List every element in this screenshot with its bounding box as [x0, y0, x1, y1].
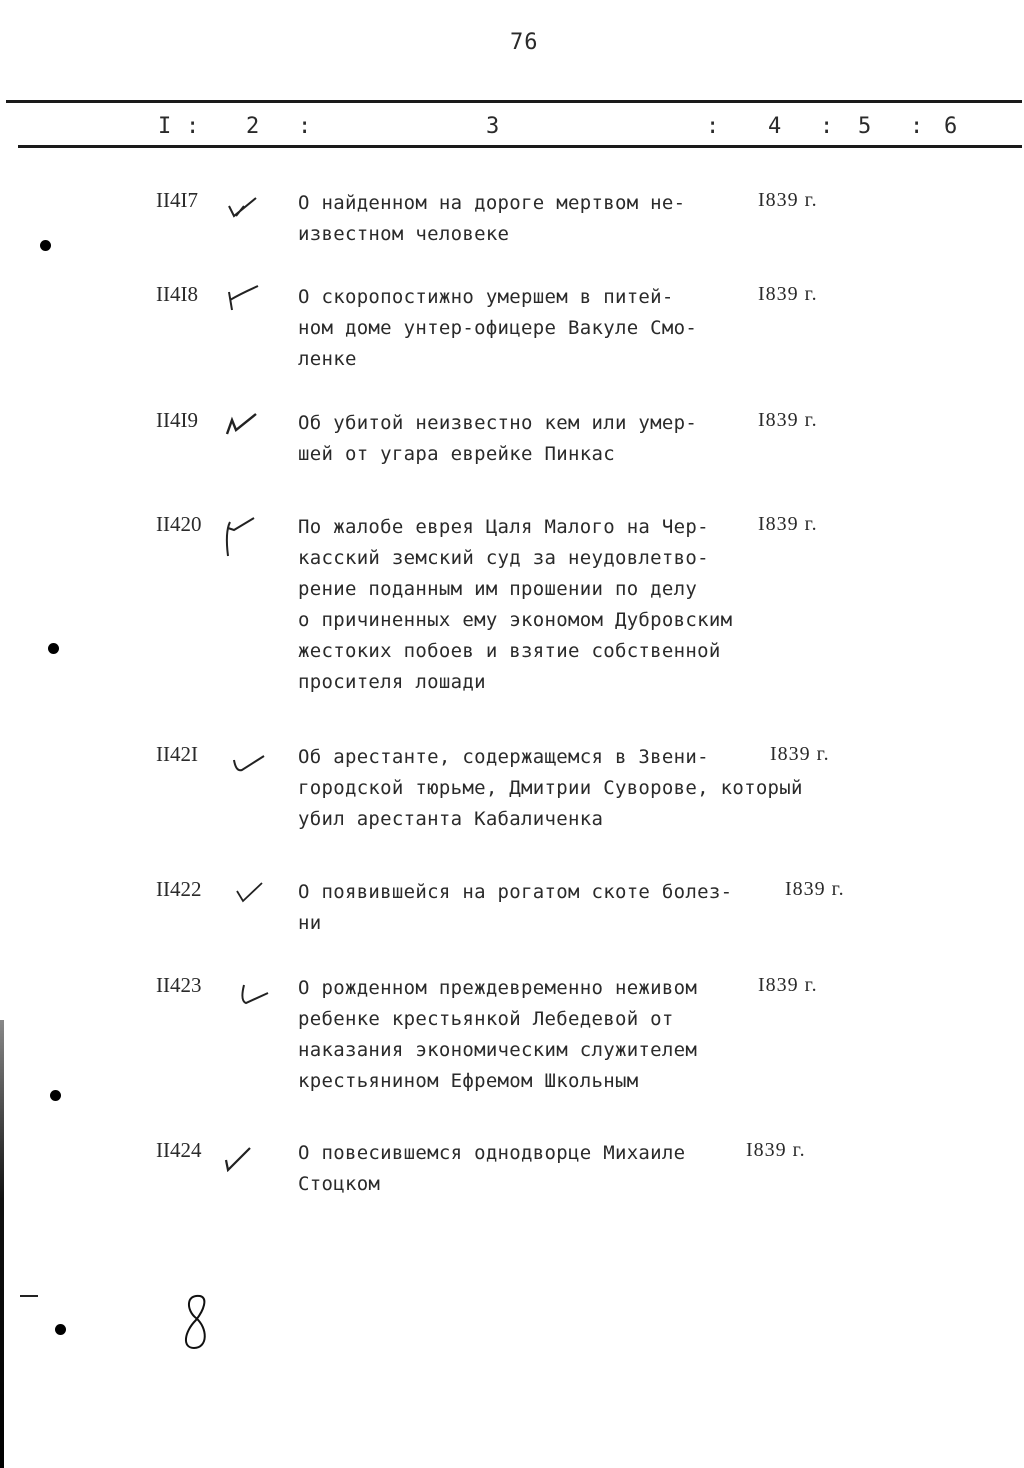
entry-year: I839 г. [758, 513, 818, 535]
checkmark-icon [232, 748, 266, 776]
handwritten-sheet-number [178, 1292, 218, 1354]
entry-description: О рожденном преждевременно неживом ребенке крестьянкой Лебедевой от наказания экономическим служителем крестьянином Ефремом Школьным [298, 977, 698, 1092]
column-separator: : [910, 114, 924, 139]
entry-number: II4I9 [156, 408, 198, 432]
entry-description: По жалобе еврея Цаля Малого на Чер- касский земский суд за неудовлетво- рение поданным им прошении по делу о причиненных ему экономом Дубровским жестоких побоев и взятие собственной просителя лошади [298, 516, 733, 693]
entry-number: II424 [156, 1138, 202, 1162]
binder-hole-mark [55, 1324, 66, 1335]
entry-year: I839 г. [770, 743, 830, 765]
entry-year: I839 г. [785, 878, 845, 900]
binder-hole-mark [40, 240, 51, 251]
checkmark-icon [238, 981, 272, 1009]
column-separator: : [706, 114, 720, 139]
column-separator: : [298, 114, 312, 139]
column-3-label: 3 [486, 114, 500, 139]
entry-year: I839 г. [758, 283, 818, 305]
margin-dash [20, 1295, 38, 1297]
entry-year: I839 г. [758, 189, 818, 211]
header-rule-bottom [18, 145, 1022, 148]
scan-border [0, 1020, 4, 1468]
entry-description: О найденном на дороге мертвом не- известном человеке [298, 192, 686, 245]
entry-description: Об арестанте, содержащемся в Звени- городской тюрьме, Дмитрии Суворове, который убил арестанта Кабаличенка [298, 746, 803, 830]
entry-number: II420 [156, 512, 202, 536]
entry-number: II4I8 [156, 282, 198, 306]
entry-number: II42I [156, 742, 198, 766]
header-rule-top [6, 100, 1022, 103]
column-6-label: 6 [944, 114, 958, 139]
column-separator: : [820, 114, 834, 139]
entry-description: О появившейся на рогатом скоте болез- ни [298, 881, 733, 934]
column-5-label: 5 [858, 114, 872, 139]
binder-hole-mark [50, 1090, 61, 1101]
entry-number: II4I7 [156, 188, 198, 212]
entry-number: II422 [156, 877, 202, 901]
column-header-row [0, 114, 1024, 144]
entry-description: О повесившемся однодворце Михаиле Стоцком [298, 1142, 686, 1195]
checkmark-icon [226, 284, 260, 312]
entry-description: О скоропостижно умершем в питей- ном доме унтер-офицере Вакуле Смо- ленке [298, 286, 698, 370]
checkmark-icon [234, 879, 268, 907]
binder-hole-mark [48, 643, 59, 654]
column-4-label: 4 [768, 114, 782, 139]
column-separator: : [186, 114, 200, 139]
checkmark-icon [222, 1144, 256, 1172]
checkmark-icon [226, 194, 260, 222]
entry-year: I839 г. [758, 974, 818, 996]
column-1-label: I [158, 114, 172, 139]
checkmark-icon [224, 412, 258, 440]
svg-text:8: 8 [178, 1292, 179, 1293]
entry-description: Об убитой неизвестно кем или умер- шей от угара еврейке Пинкас [298, 412, 698, 465]
entry-year: I839 г. [746, 1139, 806, 1161]
column-2-label: 2 [246, 114, 260, 139]
entry-year: I839 г. [758, 409, 818, 431]
checkmark-icon [222, 514, 256, 560]
page-number: 76 [510, 30, 539, 55]
entry-number: II423 [156, 973, 202, 997]
